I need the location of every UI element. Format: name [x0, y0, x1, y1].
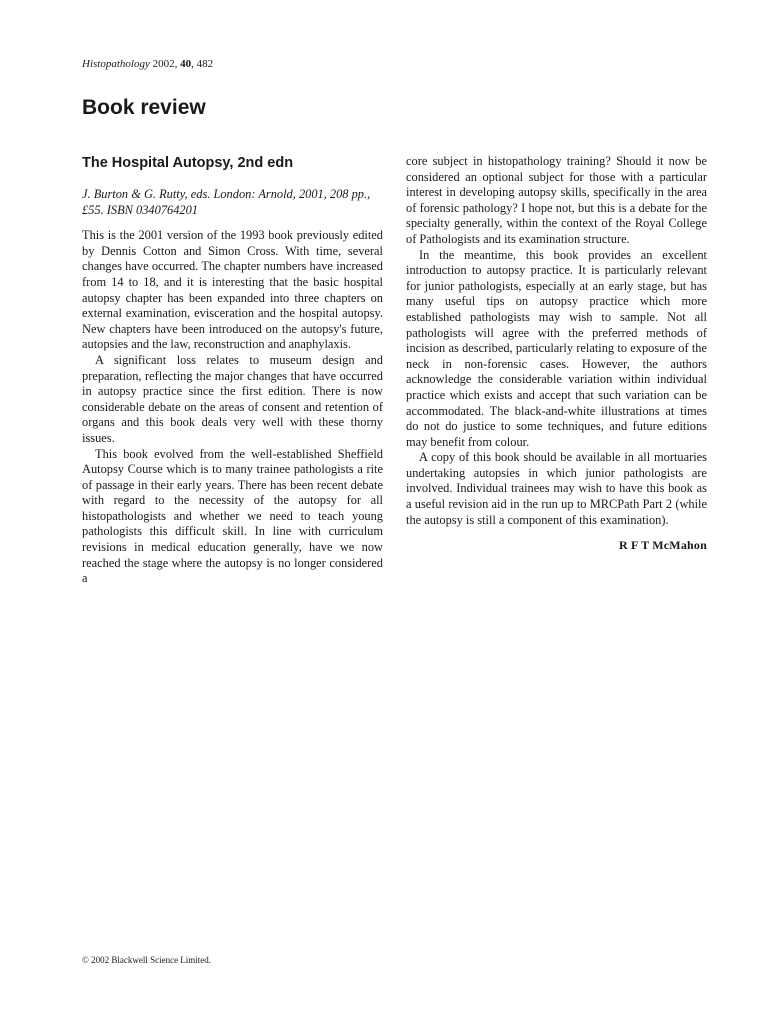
- journal-year: 2002: [152, 58, 175, 70]
- review-paragraph: In the meantime, this book provides an excellent introduction to autopsy practice. It is particularly relevant for junior pathologists, especially at an early stage, but has many useful tips on autopsy practice which more established pathologists may wish to sample. Not all pathologists will agree with the preferred methods of incision as described, particularly relating to exposure of the neck in non-forensic cases. However, the authors acknowledge the considerable variation within individual practice which exists and accept that such variation can be accommodated. The black-and-white illustrations at times do not do justice to some techniques, and future editions may benefit from colour.: [406, 247, 707, 449]
- book-title: The Hospital Autopsy, 2nd edn: [82, 155, 294, 171]
- review-paragraph: This is the 2001 version of the 1993 book previously edited by Dennis Cotton and Simon Cross. With time, several changes have occurred. The chapter numbers have increased from 14 to 18, and it is interesting that the basic hospital autopsy chapter has been expanded into three chapters on external examination, evisceration and the hospital autopsy. New chapters have been introduced on the autopsy's future, autopsies and the law, reconstruction and anaphylaxis.: [82, 228, 383, 352]
- reviewer-name: R F T McMahon: [618, 538, 707, 553]
- journal-page-number: 482: [196, 58, 214, 70]
- right-column: [406, 154, 707, 554]
- journal-volume: 40: [180, 58, 192, 70]
- running-head: Histopathology 2002, 40, 482: [82, 58, 214, 70]
- left-column: [82, 153, 383, 587]
- review-paragraph: This book evolved from the well-established Sheffield Autopsy Course which is to many trainee pathologists a rite of passage in their early years. There has been recent debate with regard to the necessity of the autopsy for all histopathologists and whether we need to teach young pathologists this difficult skill. In line with curriculum revisions in medical education generally, have we now reached the stage where the autopsy is no longer considered a: [82, 446, 383, 586]
- book-citation: J. Burton & G. Rutty, eds. London: Arnold, 2001, 208 pp., £55. ISBN 0340764201: [82, 187, 371, 217]
- review-paragraph: A copy of this book should be available in all mortuaries undertaking autopsies in which junior pathologists are involved. Individual trainees may wish to have this book as a useful revision aid in the run up to MRCPath Part 2 (while the autopsy is still a component of this examination).: [406, 450, 707, 527]
- review-paragraph: core subject in histopathology training? Should it now be considered an optional subject for those with a particular interest in developing autopsy skills, specifically in the area of forensic pathology? I hope not, but this is a debate for the specialty generally, within the context of the Royal College of Pathologists and its examination structure.: [406, 154, 707, 246]
- copyright-footer: © 2002 Blackwell Science Limited.: [82, 955, 212, 965]
- review-paragraph: A significant loss relates to museum design and preparation, reflecting the major changes that have occurred in autopsy practice since the first edition. There is now considerable debate on the areas of consent and retention of organs and this book deals very well with these thorny issues.: [82, 352, 383, 445]
- section-title: Book review: [82, 96, 206, 119]
- journal-name: Histopathology: [82, 58, 150, 70]
